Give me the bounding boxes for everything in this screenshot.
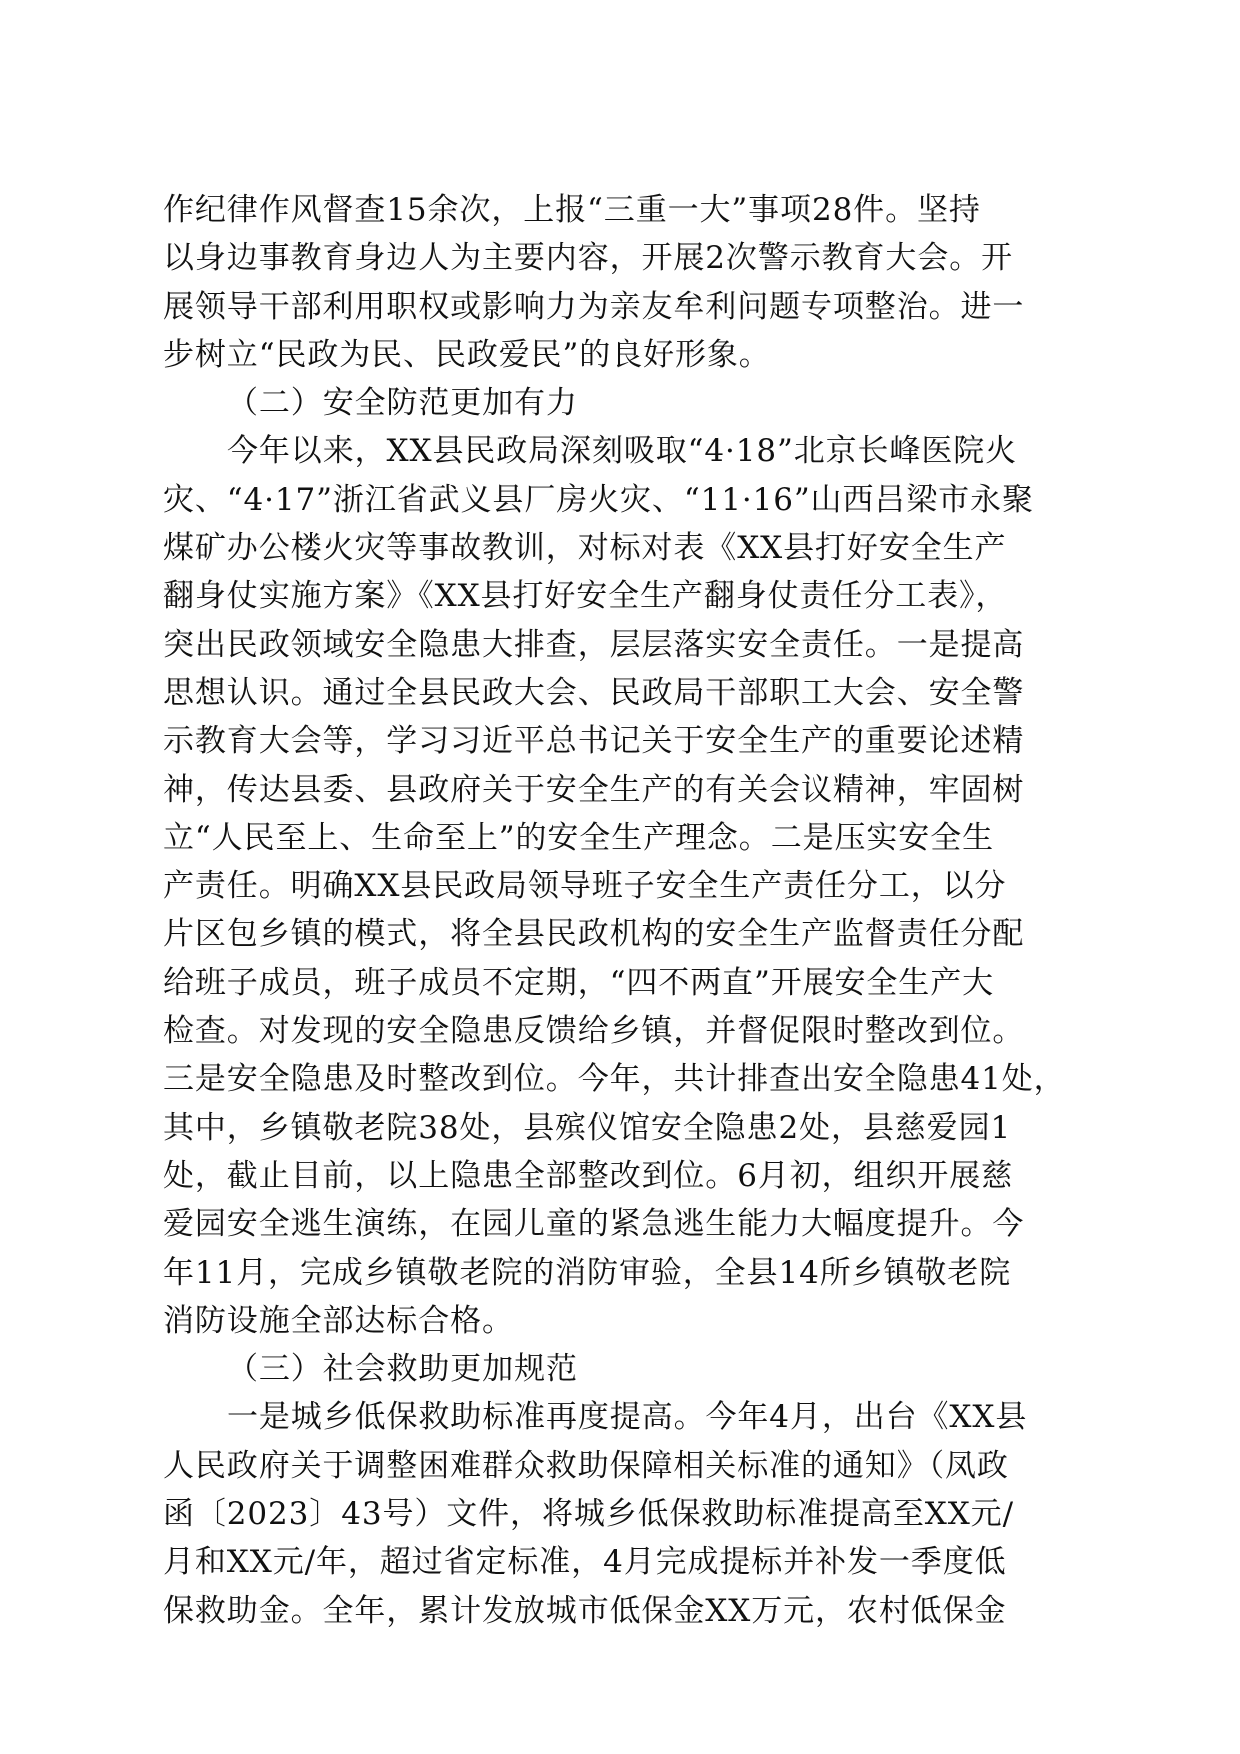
text-line: 煤矿办公楼火灾等事故教训，对标对表《XX县打好安全生产 <box>163 530 1007 567</box>
text-line: 片区包乡镇的模式，将全县民政机构的安全生产监督责任分配 <box>163 916 1025 953</box>
text-line: 作纪律作风督查15余次，上报“三重一大”事项28件。坚持 <box>163 192 981 228</box>
text-line: 思想认识。通过全县民政大会、民政局干部职工大会、安全警 <box>163 674 1025 711</box>
text-line: 月和XX元/年，超过省定标准，4月完成提标并补发一季度低 <box>163 1544 1007 1581</box>
text-line: 步树立“民政为民、民政爱民”的良好形象。 <box>163 336 771 373</box>
text-line: 消防设施全部达标合格。 <box>163 1302 514 1339</box>
text-line: 处，截止目前，以上隐患全部整改到位。6月初，组织开展慈 <box>163 1157 1014 1194</box>
document-page <box>163 186 1083 1635</box>
text-line: 翻身仗实施方案》《XX县打好安全生产翻身仗责任分工表》， <box>163 578 1008 615</box>
text-line: 年11月，完成乡镇敬老院的消防审验，全县14所乡镇敬老院 <box>163 1254 1012 1291</box>
text-line: 函〔2023〕43号）文件，将城乡低保救助标准提高至XX元/ <box>163 1496 1014 1533</box>
text-line: 爱园安全逃生演练，在园儿童的紧急逃生能力大幅度提升。今 <box>163 1206 1025 1243</box>
text-line: 展领导干部利用职权或影响力为亲友牟利问题专项整治。进一 <box>163 288 1025 325</box>
text-line: 保救助金。全年，累计发放城市低保金XX万元，农村低保金 <box>163 1592 1007 1629</box>
paragraph-first-line: 一是城乡低保救助标准再度提高。今年4月，出台《XX县 <box>227 1399 1028 1436</box>
text-line: 检查。对发现的安全隐患反馈给乡镇，并督促限时整改到位。 <box>163 1013 1025 1050</box>
section-heading-2: （二）安全防范更加有力 <box>227 385 578 422</box>
text-line: 示教育大会等，学习习近平总书记关于安全生产的重要论述精 <box>163 723 1025 760</box>
text-line: 给班子成员，班子成员不定期，“四不两直”开展安全生产大 <box>163 964 994 1001</box>
text-line: 突出民政领域安全隐患大排查，层层落实安全责任。一是提高 <box>163 626 1025 663</box>
text-line: 其中，乡镇敬老院38处，县殡仪馆安全隐患2处，县慈爱园1 <box>163 1109 1012 1146</box>
paragraph-first-line: 今年以来，XX县民政局深刻吸取“4·18”北京长峰医院火 <box>227 433 1018 470</box>
text-line: 立“人民至上、生命至上”的安全生产理念。二是压实安全生 <box>163 819 994 856</box>
section-heading-3: （三）社会救助更加规范 <box>227 1351 578 1388</box>
text-line: 神，传达县委、县政府关于安全生产的有关会议精神，牢固树 <box>163 771 1025 808</box>
text-line: 三是安全隐患及时整改到位。今年，共计排查出安全隐患41处， <box>163 1061 1066 1098</box>
text-line: 灾、“4·17”浙江省武义县厂房火灾、“11·16”山西吕梁市永聚 <box>163 481 1034 518</box>
text-line: 人民政府关于调整困难群众救助保障相关标准的通知》（凤政 <box>163 1447 1009 1484</box>
text-line: 以身边事教育身边人为主要内容，开展2次警示教育大会。开 <box>163 240 1014 277</box>
text-line: 产责任。明确XX县民政局领导班子安全生产责任分工，以分 <box>163 868 1007 905</box>
